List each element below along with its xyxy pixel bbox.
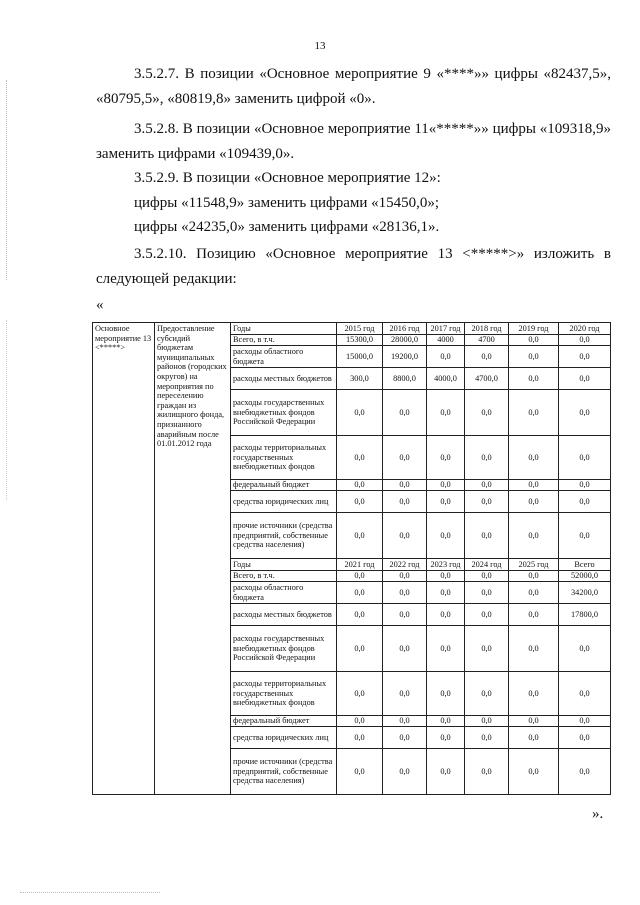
value-cell: 0,0 [509,571,559,582]
paragraph-line: 3.5.2.10. Позицию «Основное мероприятие 13 <*****>» изложить в [134,246,611,262]
value-cell: 0,0 [509,335,559,346]
value-cell: 0,0 [559,727,611,749]
value-cell: 0,0 [427,436,465,480]
value-cell: 0,0 [465,346,509,368]
event-description-cell: Предоставление субсидий бюджетам муниципальных районов (городских округов) на мероприятия по переселению граждан из жилищного фонда, признанного аварийным после 01.01.2012 года [155,323,231,795]
value-cell: 0,0 [337,480,383,491]
row-label: расходы местных бюджетов [231,604,337,626]
value-cell: 0,0 [427,672,465,716]
value-cell: 0,0 [559,436,611,480]
value-cell: 0,0 [427,390,465,436]
open-quote: « [96,297,104,313]
value-cell: 0,0 [509,390,559,436]
value-cell: 4000,0 [427,368,465,390]
value-cell: 4700,0 [465,368,509,390]
year-header-cell: 2021 год [337,559,383,571]
value-cell: 0,0 [383,727,427,749]
value-cell: 0,0 [337,727,383,749]
value-cell: 0,0 [337,672,383,716]
years-header-label: Годы [231,559,337,571]
value-cell: 0,0 [427,716,465,727]
value-cell: 0,0 [465,727,509,749]
value-cell: 0,0 [427,727,465,749]
value-cell: 0,0 [559,749,611,795]
value-cell: 0,0 [509,749,559,795]
value-cell: 0,0 [383,749,427,795]
paragraph-3-5-2-9 [96,166,611,191]
value-cell: 0,0 [559,346,611,368]
value-cell: 0,0 [427,571,465,582]
value-cell: 0,0 [465,513,509,559]
paragraph-line: цифры «24235,0» заменить цифрами «28136,1». [134,219,440,235]
value-cell: 0,0 [465,672,509,716]
page-number: 13 [314,40,326,52]
value-cell: 0,0 [509,716,559,727]
value-cell: 0,0 [427,513,465,559]
year-header-cell: 2025 год [509,559,559,571]
row-label: федеральный бюджет [231,480,337,491]
value-cell: 0,0 [465,571,509,582]
row-label: расходы территориальных государственных внебюджетных фондов [231,672,337,716]
value-cell: 0,0 [337,571,383,582]
value-cell: 0,0 [383,582,427,604]
value-cell: 0,0 [509,368,559,390]
row-label: федеральный бюджет [231,716,337,727]
paragraph-3-5-2-10 [96,242,611,292]
value-cell: 0,0 [559,626,611,672]
row-label: прочие источники (средства предприятий, собственные средства населения) [231,749,337,795]
value-cell: 0,0 [559,672,611,716]
year-header-cell: 2022 год [383,559,427,571]
value-cell: 19200,0 [383,346,427,368]
value-cell: 0,0 [337,436,383,480]
value-cell: 0,0 [509,672,559,716]
event-name-cell: Основное мероприятие 13 <*****> [93,323,155,795]
value-cell: 0,0 [383,390,427,436]
value-cell: 0,0 [383,513,427,559]
value-cell: 0,0 [383,491,427,513]
row-label: Всего, в т.ч. [231,571,337,582]
row-label: Всего, в т.ч. [231,335,337,346]
paragraph-line: следующей редакции: [96,271,237,287]
value-cell: 0,0 [465,491,509,513]
value-cell: 0,0 [337,390,383,436]
value-cell: 0,0 [509,582,559,604]
paragraph-line: заменить цифрами «109439,0». [96,146,295,162]
value-cell: 300,0 [337,368,383,390]
value-cell: 0,0 [383,626,427,672]
year-header-cell: 2017 год [427,323,465,335]
year-header-cell: 2024 год [465,559,509,571]
value-cell: 17800,0 [559,604,611,626]
value-cell: 15300,0 [337,335,383,346]
paragraph-replacement-2 [96,215,611,240]
year-header-cell: 2023 год [427,559,465,571]
value-cell: 4700 [465,335,509,346]
year-header-cell: Всего [559,559,611,571]
value-cell: 52000,0 [559,571,611,582]
row-label: расходы государственных внебюджетных фондов Российской Федерации [231,390,337,436]
value-cell: 0,0 [559,513,611,559]
value-cell: 0,0 [509,604,559,626]
value-cell: 0,0 [465,716,509,727]
row-label: расходы областного бюджета [231,582,337,604]
value-cell: 0,0 [559,716,611,727]
value-cell: 0,0 [383,480,427,491]
value-cell: 0,0 [465,749,509,795]
value-cell: 0,0 [509,513,559,559]
value-cell: 0,0 [559,335,611,346]
value-cell: 4000 [427,335,465,346]
year-header-cell: 2018 год [465,323,509,335]
value-cell: 0,0 [465,390,509,436]
value-cell: 0,0 [337,626,383,672]
value-cell: 0,0 [509,346,559,368]
value-cell: 0,0 [383,604,427,626]
paragraph-line: 3.5.2.7. В позиции «Основное мероприятие 9 «****»» цифры «82437,5», [134,66,611,82]
value-cell: 0,0 [337,604,383,626]
years-header-label: Годы [231,323,337,335]
value-cell: 0,0 [465,436,509,480]
value-cell: 0,0 [383,571,427,582]
year-header-cell: 2020 год [559,323,611,335]
paragraph-line: 3.5.2.9. В позиции «Основное мероприятие 12»: [134,170,441,186]
value-cell: 0,0 [509,480,559,491]
value-cell: 0,0 [383,436,427,480]
row-label: расходы территориальных государственных внебюджетных фондов [231,436,337,480]
value-cell: 0,0 [427,749,465,795]
value-cell: 0,0 [509,626,559,672]
value-cell: 0,0 [337,716,383,727]
value-cell: 15000,0 [337,346,383,368]
value-cell: 0,0 [559,491,611,513]
value-cell: 0,0 [383,716,427,727]
value-cell: 0,0 [559,390,611,436]
value-cell: 0,0 [465,480,509,491]
paragraph-line: 3.5.2.8. В позиции «Основное мероприятие 11«*****»» цифры «109318,9» [134,121,611,137]
value-cell: 34200,0 [559,582,611,604]
value-cell: 8800,0 [383,368,427,390]
funding-table [92,322,611,795]
value-cell: 0,0 [337,491,383,513]
scan-artifact [6,320,9,500]
year-header-cell: 2019 год [509,323,559,335]
year-header-cell: 2015 год [337,323,383,335]
row-label: расходы областного бюджета [231,346,337,368]
row-label: расходы государственных внебюджетных фондов Российской Федерации [231,626,337,672]
value-cell: 0,0 [427,604,465,626]
value-cell: 28000,0 [383,335,427,346]
paragraph-line: цифры «11548,9» заменить цифрами «15450,0»; [134,195,440,211]
close-quote: ». [592,806,604,822]
paragraph-3-5-2-7 [96,62,611,112]
scan-artifact [6,80,9,280]
value-cell: 0,0 [337,582,383,604]
scan-artifact [20,892,160,893]
value-cell: 0,0 [427,346,465,368]
row-label: средства юридических лиц [231,727,337,749]
years-header-row [93,323,611,335]
value-cell: 0,0 [427,480,465,491]
value-cell: 0,0 [383,672,427,716]
paragraph-replacement-1 [96,191,611,216]
value-cell: 0,0 [337,513,383,559]
value-cell: 0,0 [465,582,509,604]
value-cell: 0,0 [509,727,559,749]
value-cell: 0,0 [337,749,383,795]
row-label: средства юридических лиц [231,491,337,513]
row-label: прочие источники (средства предприятий, собственные средства населения) [231,513,337,559]
value-cell: 0,0 [465,604,509,626]
paragraph-3-5-2-8 [96,117,611,167]
value-cell: 0,0 [427,491,465,513]
value-cell: 0,0 [509,491,559,513]
value-cell: 0,0 [559,480,611,491]
year-header-cell: 2016 год [383,323,427,335]
value-cell: 0,0 [427,582,465,604]
value-cell: 0,0 [427,626,465,672]
value-cell: 0,0 [509,436,559,480]
value-cell: 0,0 [559,368,611,390]
row-label: расходы местных бюджетов [231,368,337,390]
value-cell: 0,0 [465,626,509,672]
paragraph-line: «80795,5», «80819,8» заменить цифрой «0». [96,91,376,107]
